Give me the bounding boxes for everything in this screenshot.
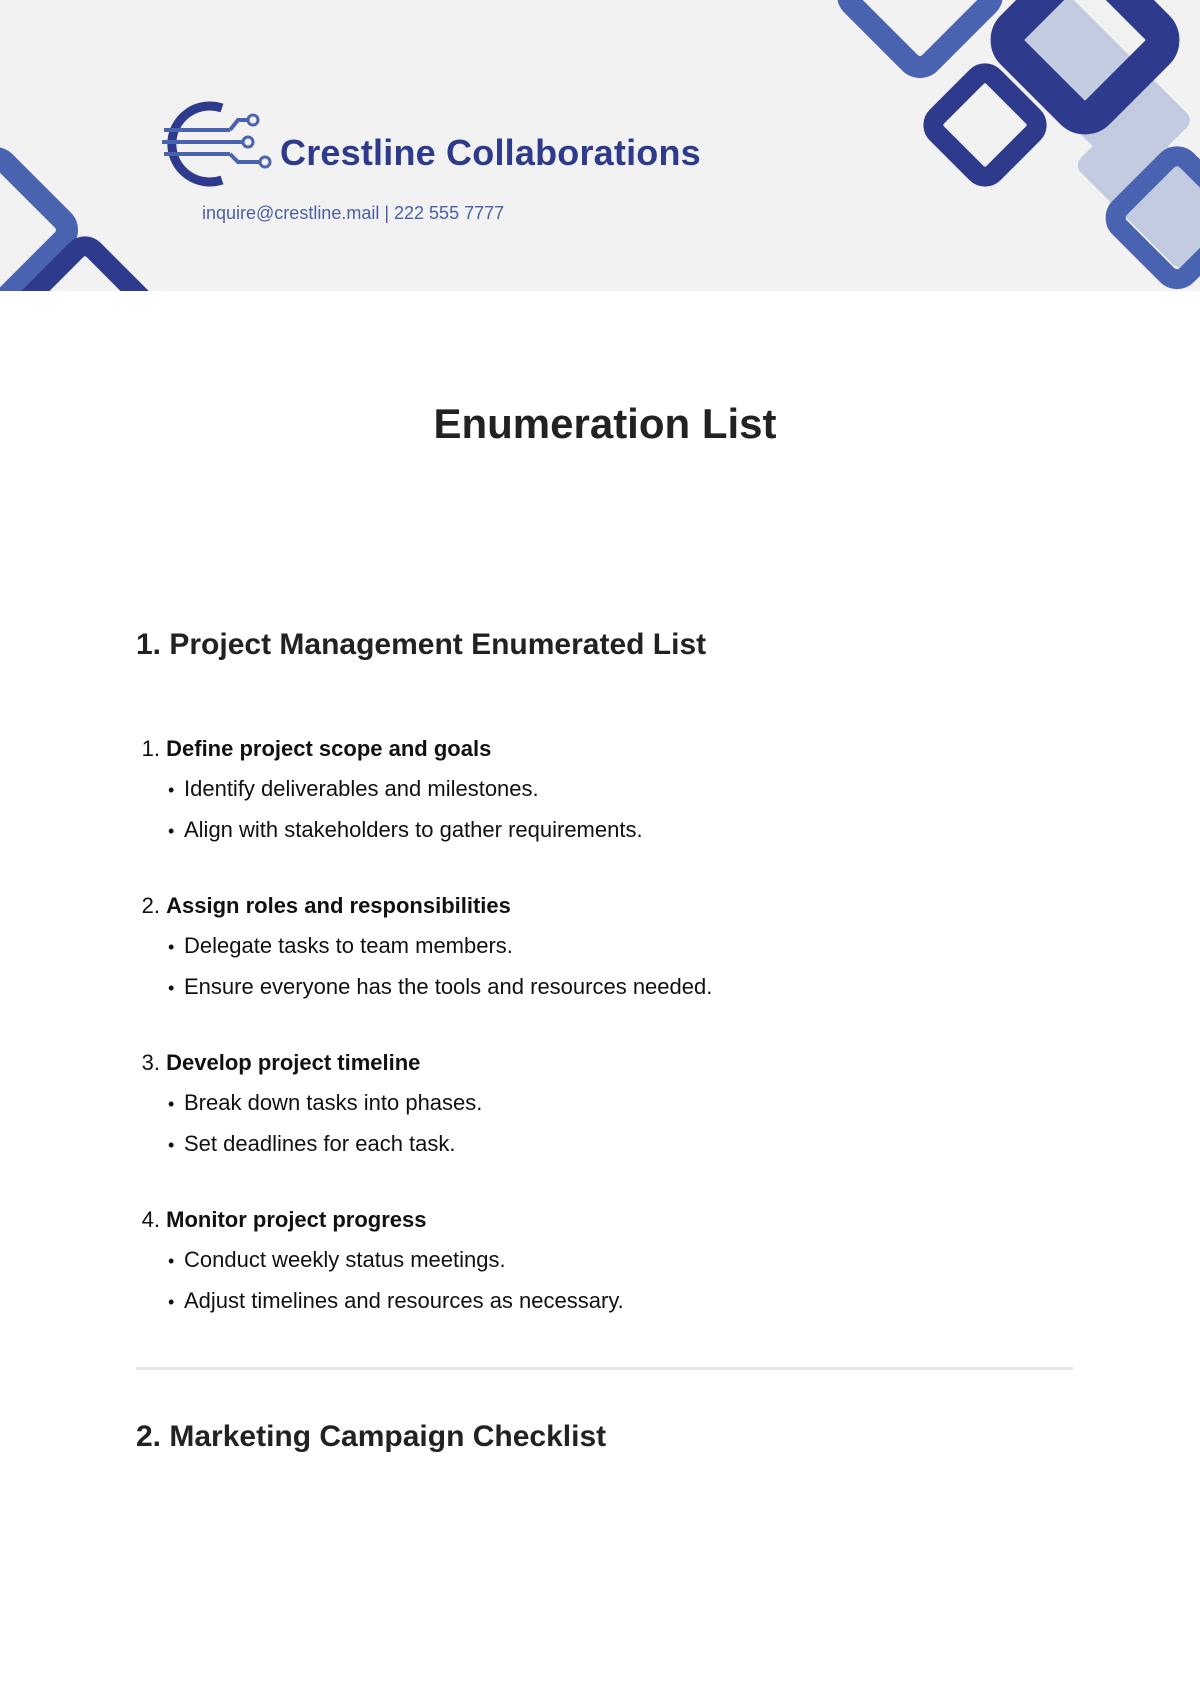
left-deco-shapes bbox=[0, 152, 149, 291]
item-number: 2. bbox=[141, 893, 160, 918]
document-title: Enumeration List bbox=[433, 400, 777, 447]
bullet-item: • Adjust timelines and resources as necessary. bbox=[168, 1281, 1036, 1322]
bullet-item: • Set deadlines for each task. bbox=[168, 1124, 1036, 1165]
section-divider bbox=[136, 1367, 1073, 1370]
list-item bbox=[136, 1043, 1036, 1165]
bullet-icon: • bbox=[168, 1094, 175, 1114]
bullet-item: • Break down tasks into phases. bbox=[168, 1083, 1036, 1124]
bullet-list bbox=[136, 769, 1036, 851]
item-title: Develop project timeline bbox=[166, 1050, 421, 1075]
item-title: Define project scope and goals bbox=[166, 736, 492, 761]
section-heading: 1. Project Management Enumerated List bbox=[136, 628, 707, 661]
item-number: 3. bbox=[141, 1050, 160, 1075]
bullet-icon: • bbox=[168, 1135, 175, 1155]
bullet-icon: • bbox=[168, 937, 175, 957]
bullet-item: • Delegate tasks to team members. bbox=[168, 926, 1036, 967]
bullet-icon: • bbox=[168, 821, 175, 841]
company-logo-icon bbox=[160, 100, 276, 188]
page-header bbox=[0, 0, 1200, 291]
bullet-list bbox=[136, 1083, 1036, 1165]
list-item bbox=[136, 1200, 1036, 1322]
item-title: Monitor project progress bbox=[166, 1207, 427, 1232]
bullet-item: • Identify deliverables and milestones. bbox=[168, 769, 1036, 810]
item-title: Assign roles and responsibilities bbox=[166, 893, 511, 918]
item-number: 1. bbox=[141, 736, 160, 761]
bullet-item: • Conduct weekly status meetings. bbox=[168, 1240, 1036, 1281]
bullet-list bbox=[136, 926, 1036, 1008]
list-item bbox=[136, 886, 1036, 1008]
item-number: 4. bbox=[141, 1207, 160, 1232]
bullet-icon: • bbox=[168, 1292, 175, 1312]
bullet-icon: • bbox=[168, 978, 175, 998]
bullet-list bbox=[136, 1240, 1036, 1322]
section-heading: 2. Marketing Campaign Checklist bbox=[136, 1420, 607, 1453]
list-item bbox=[136, 729, 1036, 851]
contact-info: inquire@crestline.mail | 222 555 7777 bbox=[202, 203, 505, 223]
bullet-icon: • bbox=[168, 780, 175, 800]
bullet-item: • Align with stakeholders to gather requirements. bbox=[168, 810, 1036, 851]
bullet-icon: • bbox=[168, 1251, 175, 1271]
company-name: Crestline Collaborations bbox=[280, 132, 701, 173]
right-deco-shapes bbox=[842, 0, 1200, 285]
bullet-item: • Ensure everyone has the tools and resources needed. bbox=[168, 967, 1036, 1008]
